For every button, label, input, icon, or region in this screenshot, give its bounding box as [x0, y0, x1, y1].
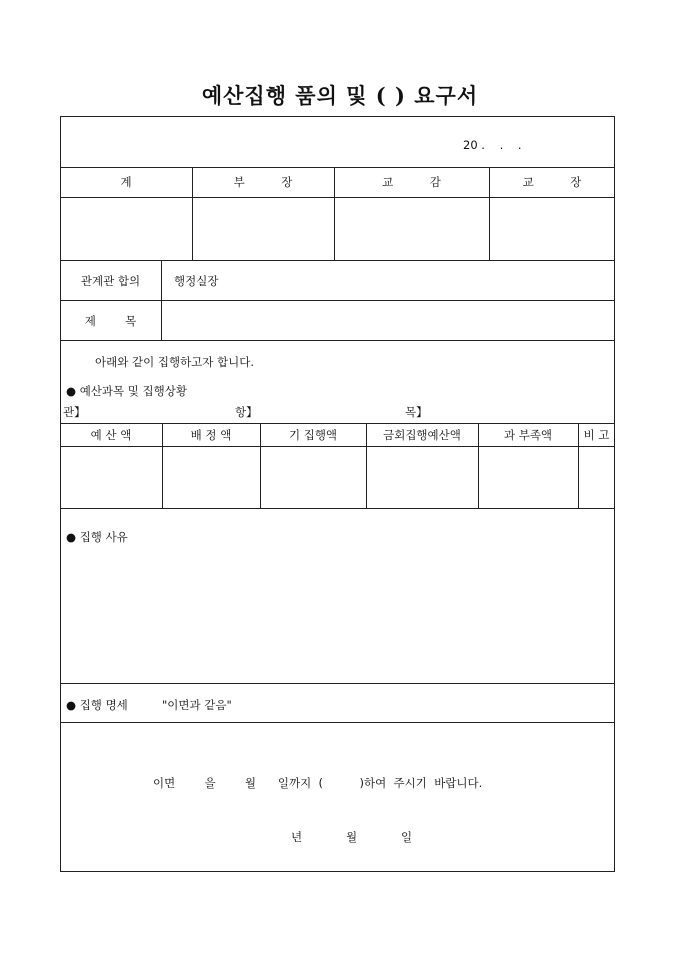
divider: [60, 340, 615, 341]
intro-text: 아래와 같이 집행하고자 합니다.: [95, 355, 255, 369]
budget-section-heading: ● 예산과목 및 집행상황: [66, 384, 187, 398]
col-remarks: 비 고: [583, 428, 610, 442]
approval-header-principal: 교 장: [522, 175, 582, 189]
approval-header-manager: 부 장: [233, 175, 293, 189]
date-bottom: 년 월 일: [291, 830, 413, 844]
col-budget-amount: 예 산 액: [90, 428, 132, 442]
divider: [60, 167, 615, 168]
budget-hang: 항】: [235, 405, 258, 419]
subject-label: 제 목: [84, 314, 137, 328]
divider: [60, 446, 615, 447]
detail-note: "이면과 같음": [162, 698, 232, 712]
signature-box-principal[interactable]: [490, 198, 614, 259]
divider: [60, 683, 615, 684]
budget-mok: 목】: [405, 405, 428, 419]
col-current-execution: 금회집행예산액: [383, 428, 461, 442]
approval-header-clerk: 계: [120, 175, 132, 189]
reason-area[interactable]: [61, 550, 614, 680]
subject-value[interactable]: [174, 314, 604, 330]
related-officer-value: 행정실장: [174, 274, 219, 288]
divider: [60, 508, 615, 509]
request-line: 이면 을 월 일까지 ( )하여 주시기 바랍니다.: [153, 776, 483, 790]
divider: [60, 423, 615, 424]
col-allocated-amount: 배 정 액: [190, 428, 232, 442]
signature-box-vice-principal[interactable]: [335, 198, 488, 259]
related-officer-label: 관계관 합의: [80, 274, 141, 288]
reason-heading: ● 집행 사유: [66, 530, 128, 544]
budget-gwan: 관】: [63, 405, 86, 419]
divider: [60, 260, 615, 261]
col-surplus-shortage: 과 부족액: [503, 428, 553, 442]
divider: [60, 300, 615, 301]
detail-heading: ● 집행 명세: [66, 698, 128, 712]
date-line: 20 . . .: [463, 138, 522, 152]
approval-header-vice-principal: 교 감: [382, 175, 441, 189]
col-executed-amount: 기 집행액: [288, 428, 338, 442]
signature-box-clerk[interactable]: [61, 198, 191, 259]
document-title: 예산집행 품의 및 ( ) 요구서: [201, 83, 479, 108]
divider: [161, 260, 162, 340]
signature-box-manager[interactable]: [193, 198, 333, 259]
divider: [60, 722, 615, 723]
